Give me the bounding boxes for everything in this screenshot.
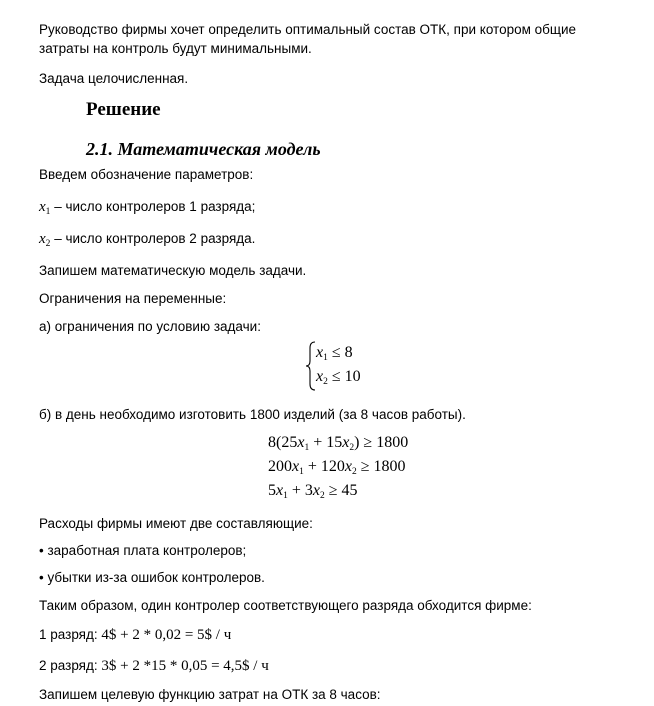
solution-heading: Решение: [86, 99, 161, 120]
x2-symbol: $x_2$: [39, 231, 51, 249]
constraints-b-label: б) в день необходимо изготовить 1800 изделий (за 8 часов работы).: [39, 407, 466, 422]
x2-description: – число контролеров 2 разряда.: [54, 231, 256, 246]
param-x1: [39, 197, 255, 222]
cost-bullet-salary: • заработная плата контролеров;: [39, 543, 247, 558]
production-inequality-2: $200x_1 + 120x_2 \ge 1800$: [268, 458, 406, 477]
costs-intro: Расходы фирмы имеют две составляющие:: [39, 516, 313, 531]
x1-symbol: $x_1$: [39, 199, 51, 217]
params-intro: Введем обозначение параметров:: [39, 167, 254, 182]
production-inequality-1: $8(25x_1 + 15x_2) \ge 1800$: [268, 434, 409, 453]
grade2-cost: [39, 656, 269, 676]
intro-paragraph: Руководство фирмы хочет определить оптимальный состав ОТК, при котором общие затраты на контроль будут минимальными.: [39, 22, 577, 56]
objective-intro: Запишем целевую функцию затрат на ОТК за 8 часов:: [39, 687, 381, 702]
grade1-label: 1 разряд:: [39, 627, 98, 642]
math-model-heading: 2.1. Математическая модель: [86, 139, 321, 159]
grade1-formula: 4$ + 2 * 0,02 = 5$ / ч: [101, 627, 232, 643]
grade1-cost: [39, 625, 231, 645]
constraint-x1: $x_1 \le 8$: [316, 344, 353, 363]
integer-note: Задача целочисленная.: [39, 71, 189, 86]
production-inequality-3: $5x_1 + 3x_2 \ge 45$: [268, 482, 358, 501]
x1-description: – число контролеров 1 разряда;: [54, 199, 256, 214]
write-model-text: Запишем математическую модель задачи.: [39, 263, 307, 278]
grade2-label: 2 разряд:: [39, 658, 98, 673]
grade2-formula: 3$ + 2 *15 * 0,05 = 4,5$ / ч: [101, 658, 269, 674]
param-x2: [39, 229, 255, 254]
constraints-a-label: а) ограничения по условию задачи:: [39, 319, 261, 334]
costs-summary: Таким образом, один контролер соответствующего разряда обходится фирме:: [39, 598, 532, 613]
cost-bullet-losses: • убытки из-за ошибок контролеров.: [39, 570, 265, 585]
constraint-x2: $x_2 \le 10$: [316, 368, 361, 387]
var-constraints-text: Ограничения на переменные:: [39, 291, 227, 306]
